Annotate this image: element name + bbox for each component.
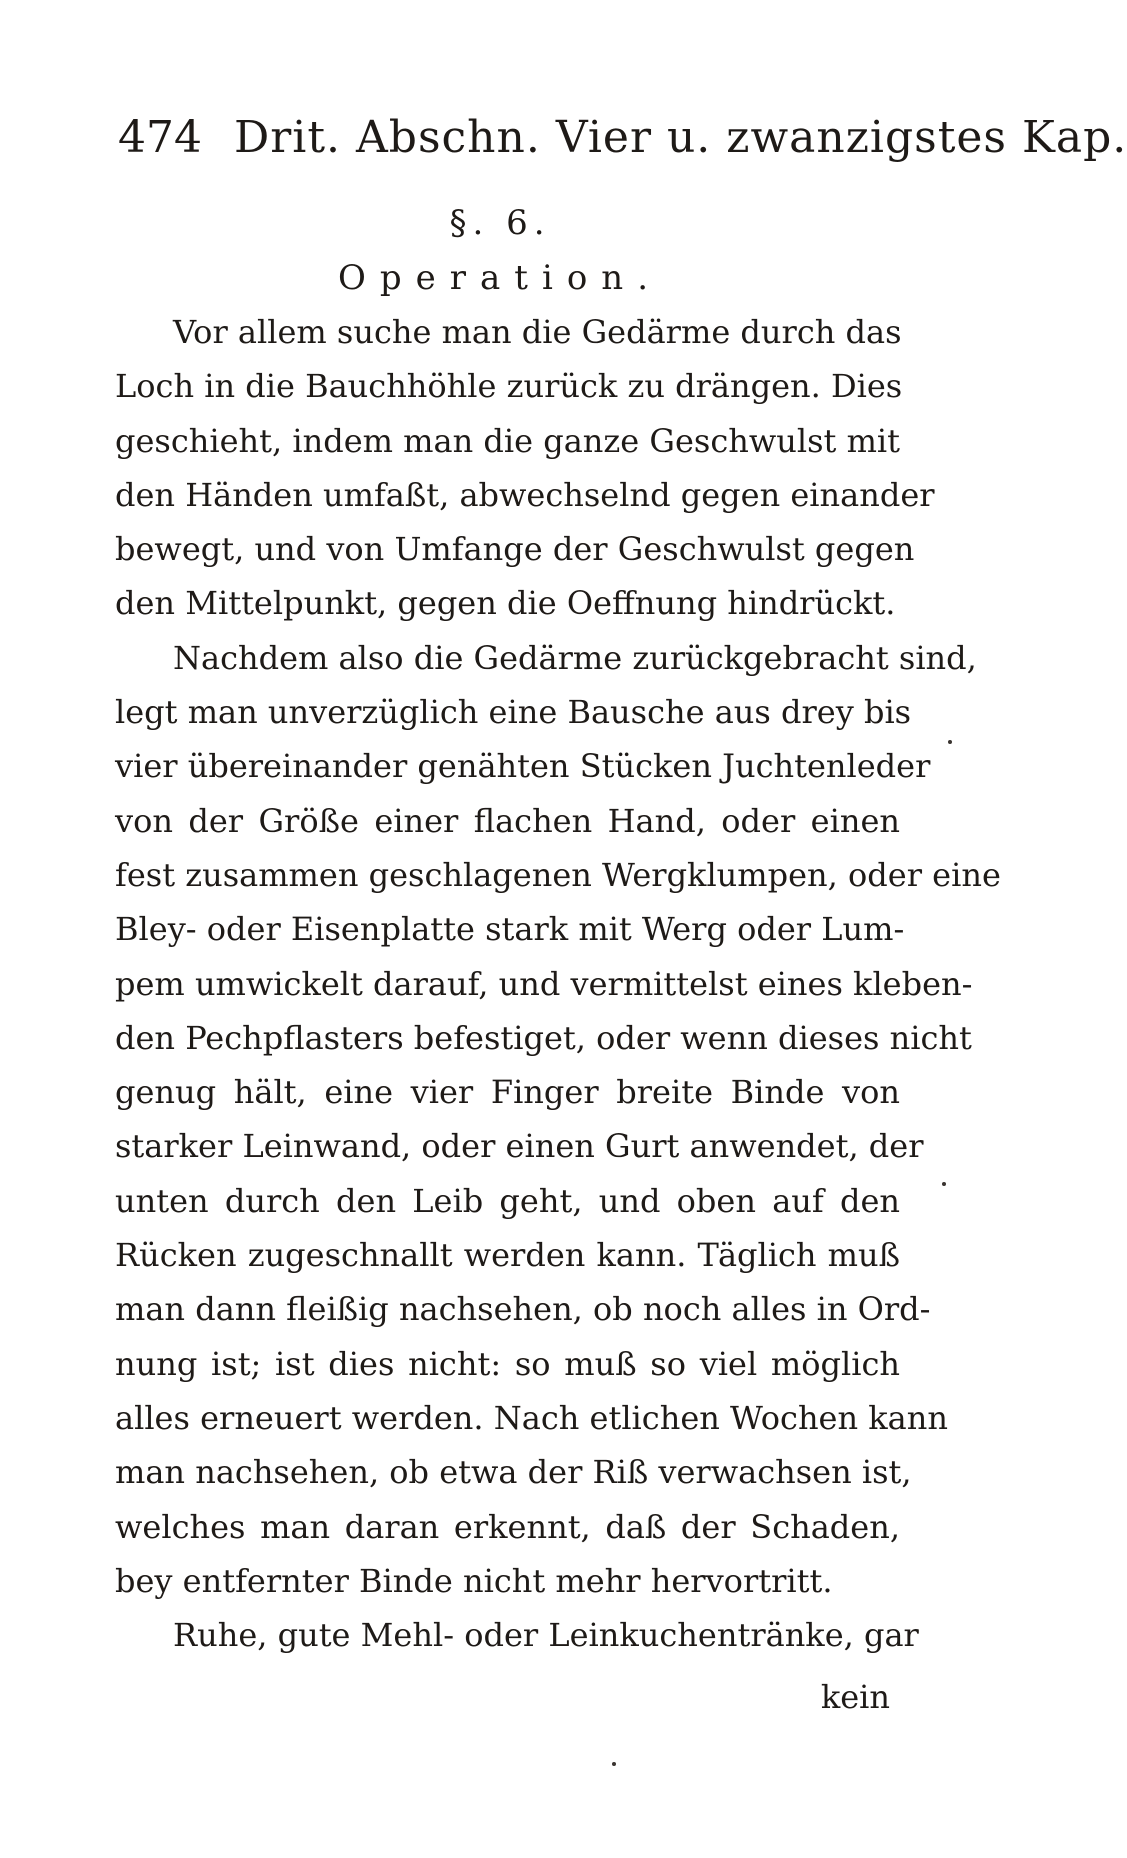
text-line: fest zusammen geschlagenen Wergklumpen, oder eine <box>115 855 1001 894</box>
text-line: genug hält, eine vier Finger breite Binde von <box>115 1073 900 1112</box>
text-line: Rücken zugeschnallt werden kann. Täglich muß <box>115 1236 900 1275</box>
text-line: alles erneuert werden. Nach etlichen Wochen kann <box>115 1398 948 1437</box>
text-line: Nachdem also die Gedärme zurückgebracht sind, <box>173 638 977 677</box>
text-line: man nachsehen, ob etwa der Riß verwachsen ist, <box>115 1453 912 1492</box>
text-line: pem umwickelt darauf, und vermittelst eines kleben- <box>115 964 973 1003</box>
text-line: bey entfernter Binde nicht mehr hervortritt. <box>115 1561 833 1600</box>
ink-speck <box>948 740 952 744</box>
text-line: von der Größe einer flachen Hand, oder einen <box>115 801 900 840</box>
text-line: Ruhe, gute Mehl- oder Leinkuchentränke, gar <box>173 1616 919 1655</box>
body-text <box>115 305 1001 1662</box>
running-head: Drit. Abschn. Vier u. zwanzigstes Kap. <box>233 112 1127 163</box>
paragraph-1 <box>115 305 935 631</box>
text-line: man dann fleißig nachsehen, ob noch alles in Ord- <box>115 1290 931 1329</box>
paragraph-2 <box>115 631 1001 1608</box>
text-line: Vor allem suche man die Gedärme durch das <box>173 313 902 351</box>
text-line: den Mittelpunkt, gegen die Oeffnung hindrückt. <box>115 584 896 623</box>
text-line: Loch in die Bauchhöhle zurück zu drängen. Dies <box>115 367 903 406</box>
text-line: unten durch den Leib geht, und oben auf den <box>115 1181 900 1220</box>
text-line: starker Leinwand, oder einen Gurt anwendet, der <box>115 1127 924 1166</box>
paragraph-3 <box>115 1608 919 1662</box>
catchword: kein <box>820 1678 890 1716</box>
text-line: legt man unverzüglich eine Bausche aus drey bis <box>115 693 912 732</box>
text-line: den Händen umfaßt, abwechselnd gegen einander <box>115 475 935 514</box>
page-header <box>118 108 1127 168</box>
ink-speck <box>612 1762 616 1766</box>
section-title: Operation. <box>338 258 662 298</box>
page-number: 474 <box>118 112 202 163</box>
text-line: welches man daran erkennt, daß der Schaden, <box>115 1507 900 1546</box>
text-line: vier übereinander genähten Stücken Juchtenleder <box>115 747 931 786</box>
text-line: geschieht, indem man die ganze Geschwulst mit <box>115 421 900 460</box>
section-mark: §. 6. <box>449 203 551 243</box>
text-line: Bley- oder Eisenplatte stark mit Werg oder Lum- <box>115 910 905 949</box>
ink-speck <box>942 1182 946 1186</box>
text-line: bewegt, und von Umfange der Geschwulst gegen <box>115 530 915 569</box>
text-line: den Pechpflasters befestiget, oder wenn dieses nicht <box>115 1018 972 1057</box>
text-line: nung ist; ist dies nicht: so muß so viel möglich <box>115 1344 900 1383</box>
